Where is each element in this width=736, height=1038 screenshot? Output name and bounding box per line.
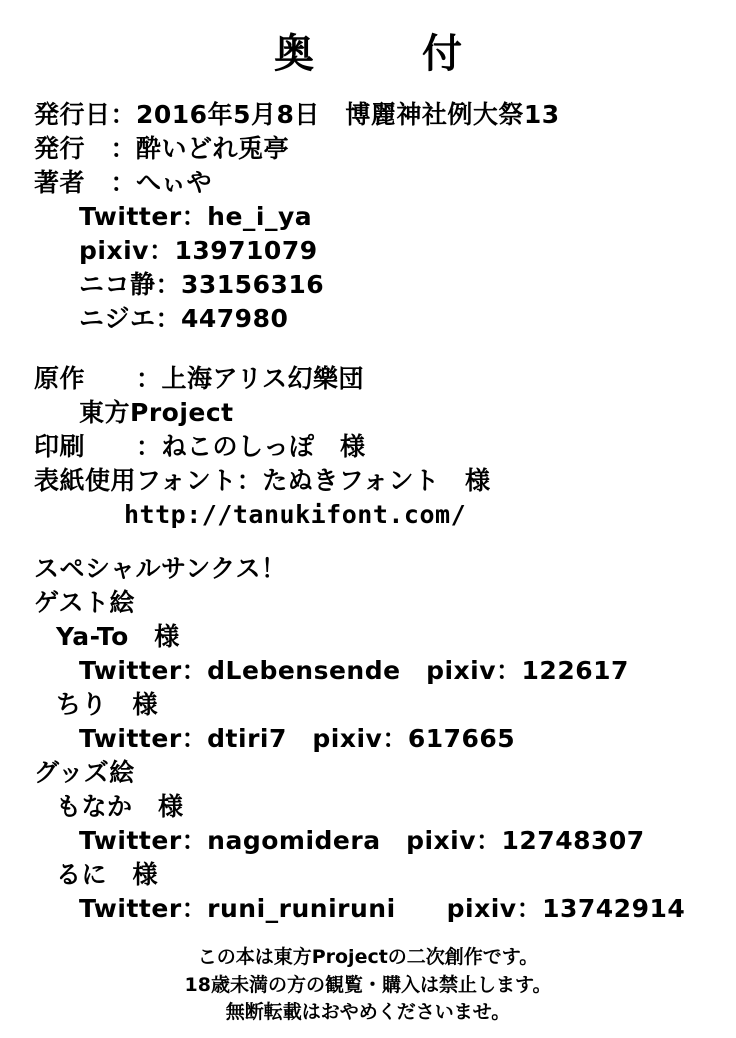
special-thanks-heading: スペシャルサンクス！	[34, 554, 287, 583]
author-twitter-line: Twitter：he_i_ya	[79, 202, 313, 231]
goods-art-heading: グッズ絵	[34, 758, 135, 787]
notice-line: この本は東方Projectの二次創作です。	[197, 946, 539, 968]
publication-line: 発行 ：酔いどれ兎亭	[34, 134, 290, 163]
guest-links: Twitter：dtiri7 pixiv：617665	[79, 724, 516, 753]
author-nijie-line: ニジエ：447980	[79, 304, 289, 333]
notice-line: 18歳未満の方の観覧・購入は禁止します。	[184, 973, 552, 996]
notice-block	[34, 944, 702, 1027]
guest-art-heading: ゲスト絵	[34, 588, 136, 617]
guest-name: ちり 様	[56, 690, 159, 719]
goods-artist-links: Twitter：nagomidera pixiv：12748307	[79, 826, 645, 855]
publication-line: 著者 ：へぃや	[34, 168, 213, 197]
goods-artist-links: Twitter：runi_runiruni pixiv：13742914	[79, 894, 686, 923]
publication-line: 発行日：2016年5月8日 博麗神社例大祭13	[34, 100, 560, 129]
credits-block	[34, 362, 702, 532]
author-pixiv-line: pixiv：13971079	[79, 236, 318, 265]
cover-font-url-line: http://tanukifont.com/	[124, 500, 467, 529]
guest-links: Twitter：dLebensende pixiv：122617	[79, 656, 629, 685]
special-thanks-block	[34, 552, 702, 926]
page-title: 奥 付	[274, 31, 496, 77]
notice-line: 無断転載はおやめくださいませ。	[225, 1001, 511, 1024]
cover-font-line: 表紙使用フォント：たぬきフォント 様	[34, 466, 491, 495]
spacer	[34, 336, 702, 362]
printing-line: 印刷 ：ねこのしっぽ 様	[34, 432, 366, 461]
author-nicoseiga-line: ニコ静：33156316	[79, 270, 325, 299]
publication-info-block	[34, 98, 702, 336]
guest-name: Ya-To 様	[56, 622, 180, 651]
goods-artist-name: もなか 様	[56, 792, 184, 821]
goods-artist-name: るに 様	[56, 860, 159, 889]
original-work-sub-line: 東方Project	[79, 398, 234, 427]
spacer	[34, 532, 702, 552]
original-work-line: 原作 ：上海アリス幻樂団	[34, 364, 365, 393]
